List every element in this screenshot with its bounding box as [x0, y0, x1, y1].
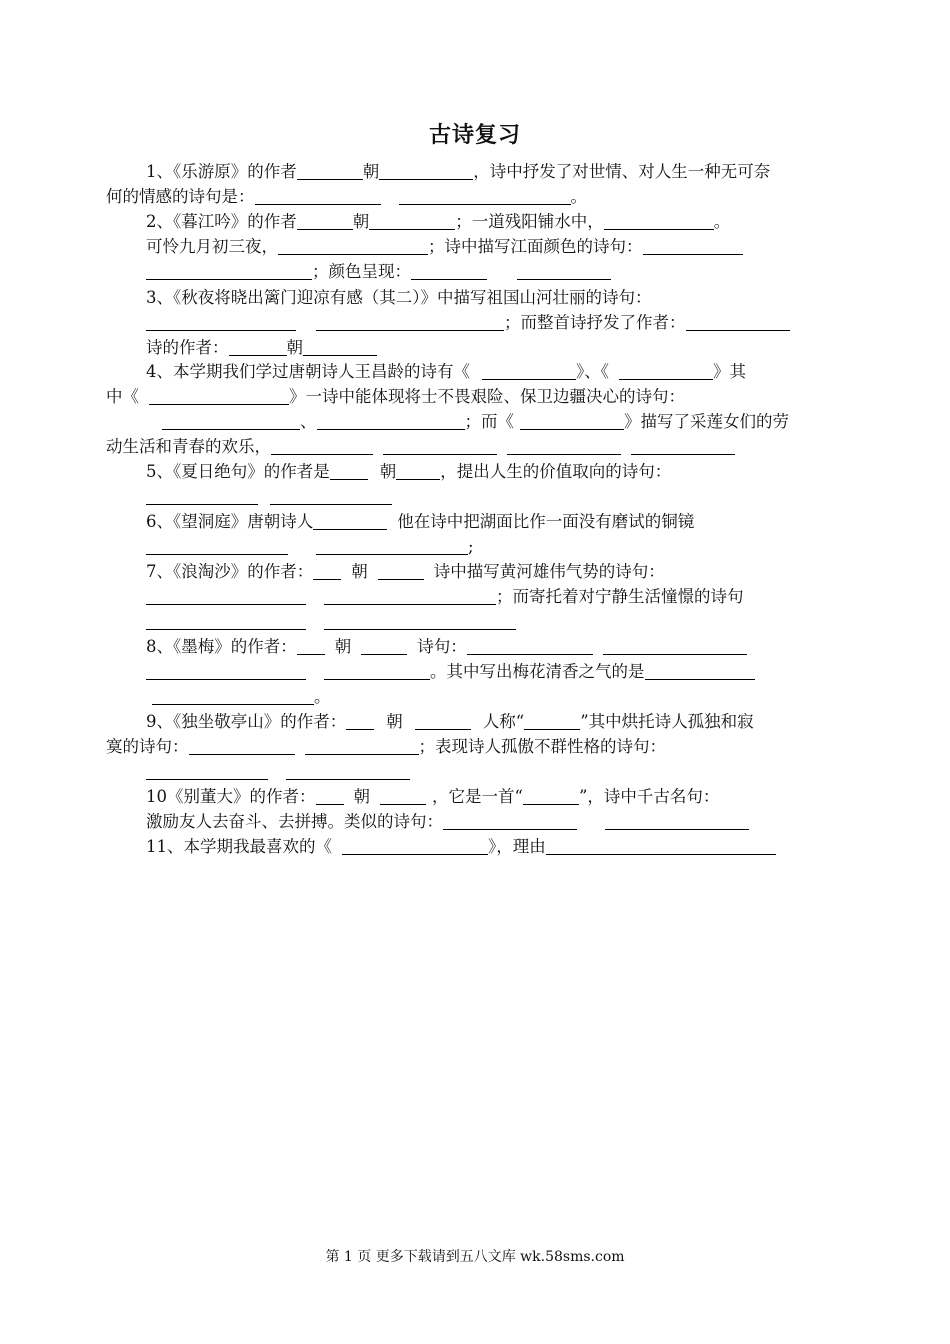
blank[interactable] — [146, 261, 312, 280]
blank[interactable] — [686, 312, 790, 331]
blank[interactable] — [324, 586, 496, 605]
blank[interactable] — [399, 186, 571, 205]
blank[interactable] — [146, 761, 268, 780]
text: ；而《 — [464, 412, 514, 431]
text: ；颜色呈现： — [312, 262, 411, 281]
text: ；而整首诗抒发了作者： — [504, 313, 686, 332]
text: 朝 — [353, 787, 370, 806]
q9-line-2 — [106, 735, 666, 759]
q1-line-1 — [146, 160, 770, 184]
blank[interactable] — [313, 511, 387, 530]
q3-line-2 — [146, 311, 790, 335]
page-footer: 第 1 页 更多下载请到五八文库 wk.58sms.com — [325, 1249, 625, 1265]
q3-line-3 — [146, 336, 377, 360]
q4-line-4 — [106, 435, 735, 459]
blank[interactable] — [255, 186, 381, 205]
blank[interactable] — [146, 586, 306, 605]
blank[interactable] — [378, 561, 424, 580]
blank[interactable] — [278, 236, 428, 255]
text: 》描写了采莲女们的劳 — [624, 412, 789, 431]
blank[interactable] — [467, 636, 593, 655]
text: ，它是一首“ — [432, 787, 523, 806]
text: 人称“ — [482, 712, 525, 731]
blank[interactable] — [346, 711, 374, 730]
text: ”，诗中千古名句： — [578, 787, 720, 806]
text: 。 — [570, 187, 587, 206]
q8-line-2 — [146, 660, 755, 684]
blank[interactable] — [313, 561, 341, 580]
text: 朝 — [351, 562, 368, 581]
blank[interactable] — [342, 836, 488, 855]
text: ”其中烘托诗人孤独和寂 — [580, 712, 754, 731]
q3-line-1 — [146, 286, 652, 310]
text: 可怜九月初三夜， — [146, 237, 278, 256]
q9-line-3 — [146, 760, 410, 784]
text: 8、《墨梅》的作者： — [146, 637, 297, 656]
blank[interactable] — [146, 536, 288, 555]
blank[interactable] — [415, 711, 471, 730]
text: 朝 — [386, 712, 403, 731]
blank[interactable] — [324, 611, 516, 630]
blank[interactable] — [383, 436, 497, 455]
blank[interactable] — [379, 161, 473, 180]
blank[interactable] — [411, 261, 487, 280]
text: 。 — [314, 687, 331, 706]
q5-line-2 — [146, 485, 392, 509]
q5-line-1 — [146, 460, 671, 484]
blank[interactable] — [619, 361, 713, 380]
text: 寞的诗句： — [106, 737, 189, 756]
blank[interactable] — [316, 786, 344, 805]
text: ；诗中描写江面颜色的诗句： — [428, 237, 643, 256]
q10-line-2 — [146, 810, 749, 834]
blank[interactable] — [316, 536, 468, 555]
text: 》一诗中能体现将士不畏艰险、保卫边疆决心的诗句： — [289, 387, 685, 406]
blank[interactable] — [162, 411, 300, 430]
blank[interactable] — [305, 736, 419, 755]
blank[interactable] — [317, 411, 465, 430]
q7-line-1 — [146, 560, 665, 584]
q2-line-1 — [146, 210, 730, 234]
text: 》其 — [713, 362, 746, 381]
blank[interactable] — [523, 786, 579, 805]
text: 他在诗中把湖面比作一面没有磨试的铜镜 — [397, 512, 695, 531]
text: 朝 — [352, 212, 370, 231]
text: ，提出人生的价值取向的诗句： — [440, 462, 672, 481]
text: 。其中写出梅花清香之气的是 — [430, 662, 645, 681]
text: 1、《乐游原》的作者 — [146, 162, 297, 181]
blank[interactable] — [520, 411, 624, 430]
blank[interactable] — [146, 611, 306, 630]
blank[interactable] — [380, 786, 426, 805]
blank[interactable] — [369, 211, 455, 230]
blank[interactable] — [146, 661, 306, 680]
blank[interactable] — [396, 461, 440, 480]
text: 何的情感的诗句是： — [106, 187, 255, 206]
q4-line-1 — [146, 360, 746, 384]
text: ；一道残阳铺水中， — [455, 212, 604, 231]
text: 朝 — [334, 637, 352, 656]
text: 4、本学期我们学过唐朝诗人王昌龄的诗有《 — [146, 362, 470, 381]
blank[interactable] — [330, 461, 368, 480]
text: 6、《望洞庭》唐朝诗人 — [146, 512, 314, 531]
q8-line-1 — [146, 635, 747, 659]
text: 诗中描写黄河雄伟气势的诗句： — [433, 562, 665, 581]
blank[interactable] — [546, 836, 776, 855]
text: 9、《独坐敬亭山》的作者： — [146, 712, 347, 731]
text: 中《 — [106, 387, 139, 406]
q6-line-1 — [146, 510, 694, 534]
text: 。 — [713, 212, 731, 231]
blank[interactable] — [152, 686, 314, 705]
blank[interactable] — [517, 261, 611, 280]
text: 11、本学期我最喜欢的《 — [146, 837, 332, 856]
blank[interactable] — [324, 661, 430, 680]
q9-line-1 — [146, 710, 754, 734]
blank[interactable] — [297, 636, 325, 655]
text: 朝 — [286, 338, 303, 357]
blank[interactable] — [643, 236, 743, 255]
blank[interactable] — [146, 312, 296, 331]
blank[interactable] — [297, 161, 363, 180]
q1-line-2 — [106, 185, 587, 209]
blank[interactable] — [631, 436, 735, 455]
blank[interactable] — [149, 386, 289, 405]
blank[interactable] — [189, 736, 295, 755]
text: 诗的作者： — [146, 338, 229, 357]
q4-line-2 — [106, 385, 685, 409]
blank[interactable] — [286, 761, 410, 780]
text: 7、《浪淘沙》的作者： — [146, 562, 314, 581]
text: 动生活和青春的欢乐， — [106, 437, 271, 456]
blank[interactable] — [482, 361, 576, 380]
text: ，诗中抒发了对世情、对人生一种无可奈 — [473, 162, 771, 181]
text: ; — [468, 537, 474, 556]
blank[interactable] — [507, 436, 621, 455]
q6-line-2 — [146, 535, 474, 559]
q7-line-2 — [146, 585, 744, 609]
q8-line-3 — [152, 685, 331, 709]
text: 》、《 — [576, 362, 609, 381]
blank[interactable] — [603, 636, 747, 655]
blank[interactable] — [645, 661, 755, 680]
text: 2、《暮江吟》的作者 — [146, 212, 297, 231]
blank[interactable] — [605, 811, 749, 830]
blank[interactable] — [361, 636, 407, 655]
text: 朝 — [379, 462, 397, 481]
text: ；而寄托着对宁静生活憧憬的诗句 — [496, 587, 744, 606]
blank[interactable] — [604, 211, 714, 230]
q10-line-1 — [146, 785, 719, 809]
q2-line-2 — [146, 235, 743, 259]
blank[interactable] — [229, 337, 287, 356]
text: 5、《夏日绝句》的作者是 — [146, 462, 330, 481]
page-title: 古诗复习 — [428, 122, 521, 148]
blank[interactable] — [146, 486, 258, 505]
text: 激励友人去奋斗、去拼搏。类似的诗句： — [146, 812, 443, 831]
q2-line-3 — [146, 260, 611, 284]
q7-line-3 — [146, 610, 516, 634]
blank[interactable] — [303, 337, 377, 356]
text: 诗句： — [417, 637, 467, 656]
blank[interactable] — [316, 312, 504, 331]
blank[interactable] — [443, 811, 577, 830]
text: 3、《秋夜将晓出篱门迎凉有感（其二）》中描写祖国山河壮丽的诗句： — [146, 288, 652, 307]
text: 》，理由 — [488, 837, 546, 856]
blank[interactable] — [271, 436, 373, 455]
text: ；表现诗人孤傲不群性格的诗句： — [418, 737, 666, 756]
text: 10《别董大》的作者： — [146, 787, 316, 806]
blank[interactable] — [297, 211, 353, 230]
text: 朝 — [362, 162, 380, 181]
blank[interactable] — [270, 486, 392, 505]
blank[interactable] — [524, 711, 580, 730]
text: 、 — [300, 412, 317, 431]
q4-line-3 — [162, 410, 789, 434]
q11-line-1 — [146, 835, 776, 859]
